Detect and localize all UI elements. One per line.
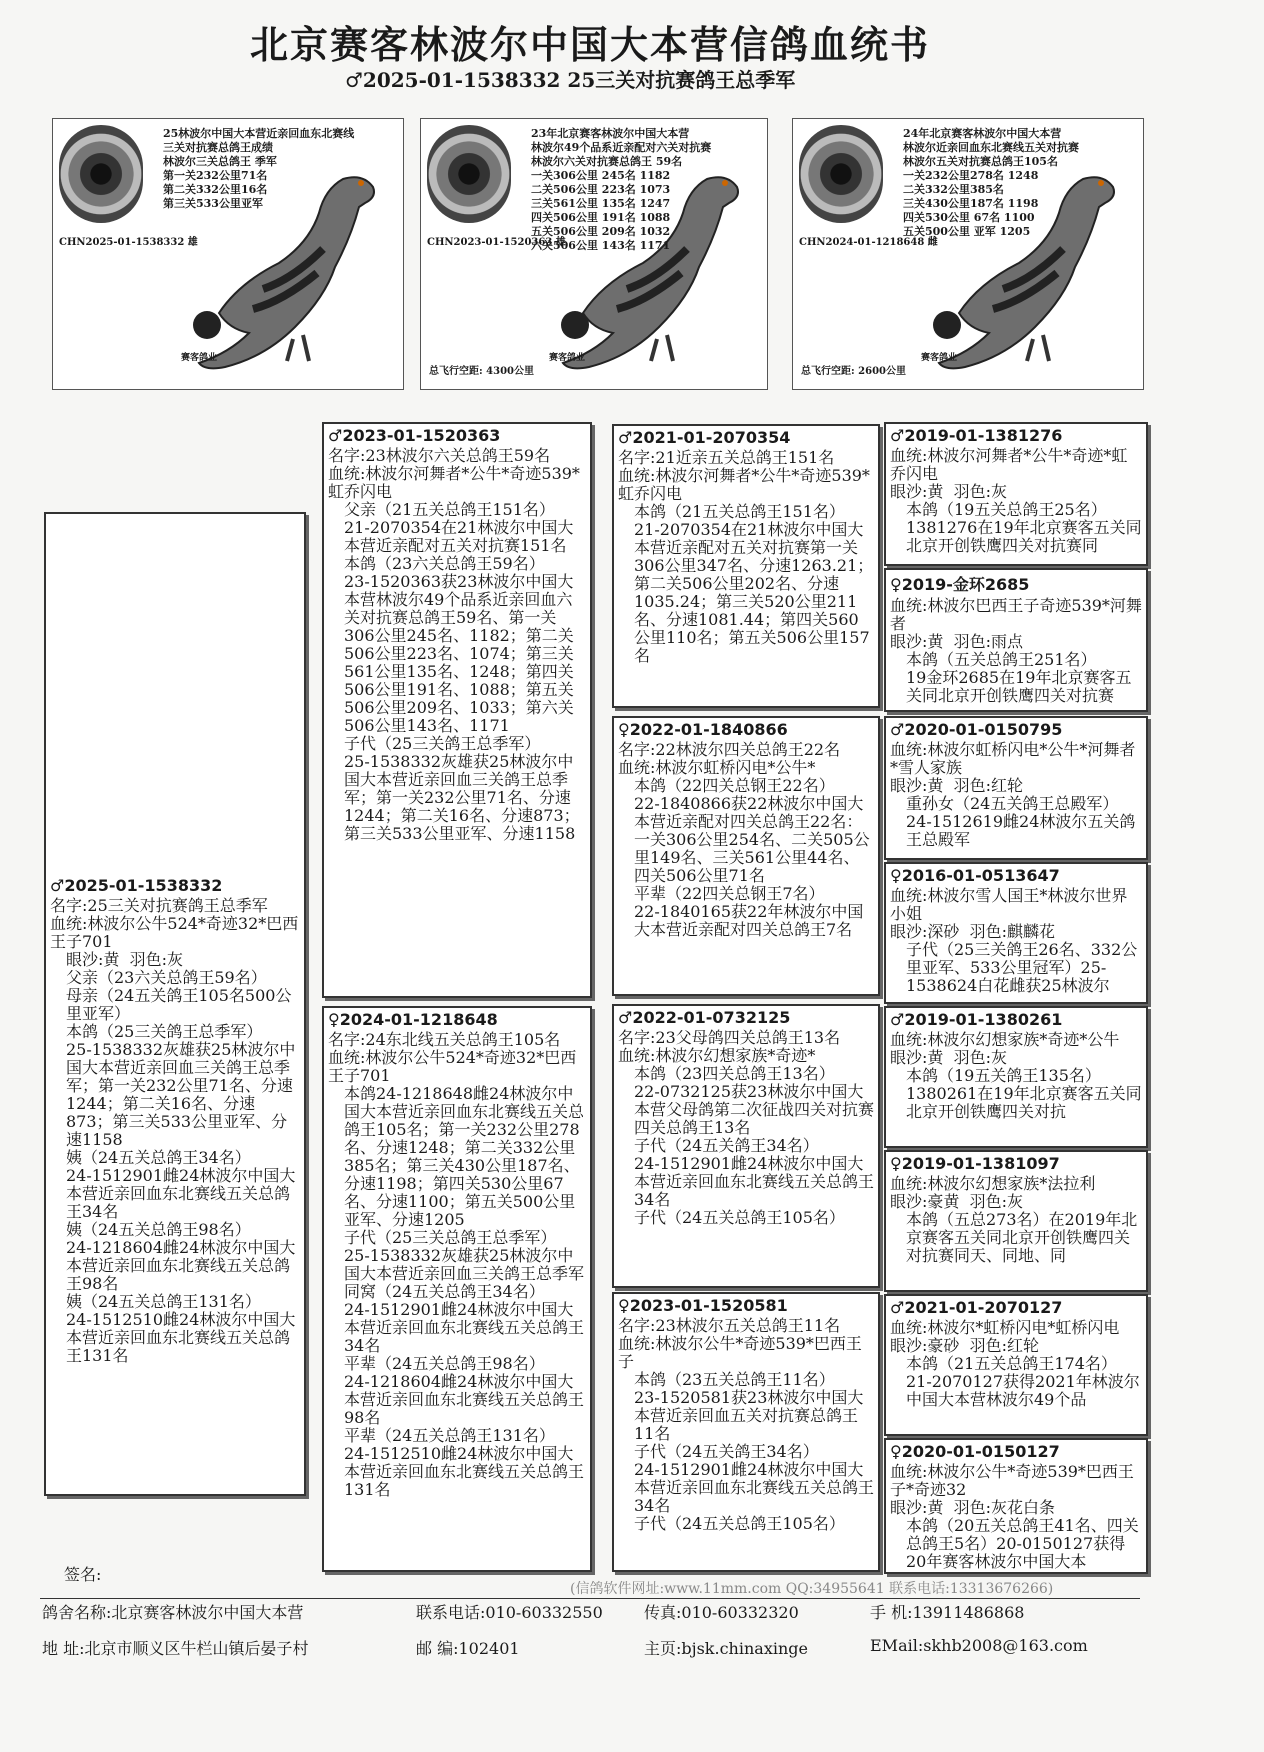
- photo-ring-number: CHN2023-01-1520363 雄: [427, 237, 566, 248]
- ring-number: ♂2020-01-0150795: [890, 720, 1063, 739]
- photo-caption-line: 三关对抗赛总鸽王成绩: [163, 141, 273, 154]
- pedigree-line: 眼沙:豪黄 羽色:灰: [890, 1192, 1023, 1211]
- homepage: 主页:bjsk.chinaxinge: [644, 1639, 808, 1658]
- pedigree-line: 眼沙:黄 羽色:灰: [890, 1048, 1007, 1067]
- pedigree-line: 子代（24五关总鸽王105名）: [634, 1208, 845, 1227]
- pedigree-line: 子代（25三关总鸽王总季军）: [344, 1228, 557, 1247]
- pedigree-line: 本鸽（21五关总鸽王174名）21-2070127获得2021年林波尔中国大本营林波尔49个品: [906, 1354, 1140, 1409]
- ancestor-box-6: [884, 1150, 1148, 1292]
- photo-caption-line: 三关561公里 135名 1247: [531, 197, 671, 210]
- pedigree-line: 姨（24五关总鸽王34名）: [66, 1148, 251, 1167]
- pedigree-line: 24-1512510雌24林波尔中国大本营近亲回血东北赛线五关总鸽王131名: [66, 1310, 296, 1365]
- photo-caption-line: 林波尔六关对抗赛总鸽王 59名: [531, 155, 683, 168]
- brand-logo-icon: [933, 311, 961, 339]
- photo-card-1: [52, 118, 404, 390]
- photo-caption-line: 四关506公里 191名 1088: [531, 211, 671, 224]
- pedigree-line: 本鸽（20五关总鸽王41名、四关总鸽王5名）20-0150127获得20年赛客林波尔中国大本: [906, 1516, 1139, 1571]
- grandsire-maternal-box: [612, 1004, 880, 1288]
- ring-number: ♀2023-01-1520581: [618, 1296, 788, 1315]
- pedigree-line: 眼沙:豪砂 羽色:红轮: [890, 1336, 1039, 1355]
- photo-caption-line: 一关306公里 245名 1182: [531, 169, 671, 182]
- pedigree-line: 子代（24五关鸽王34名）: [634, 1136, 819, 1155]
- pedigree-line: 眼沙:黄 羽色:灰: [890, 482, 1007, 501]
- pedigree-line: 25-1538332灰雄获25林波尔中国大本营近亲回血三关鸽王总季军；第一关232公里71名、分速1244；第二关16名、分速873；第三关533公里亚军、分速1158: [344, 752, 580, 843]
- photo-caption-line: 三关430公里187名 1198: [903, 197, 1039, 210]
- pedigree-line: 血统:林波尔公牛*奇迹539*巴西王子: [618, 1334, 862, 1371]
- pedigree-line: 名字:21近亲五关总鸽王151名: [618, 448, 835, 467]
- photo-caption-line: 林波尔近亲回血东北赛线五关对抗赛: [903, 141, 1079, 154]
- pedigree-line: 名字:22林波尔四关总鸽王22名: [618, 740, 841, 759]
- photo-caption-line: 林波尔五关对抗赛总鸽王105名: [903, 155, 1058, 168]
- ring-number: ♀2016-01-0513647: [890, 866, 1060, 885]
- pigeon-eye-photo: [59, 125, 143, 223]
- subtitle: ♂2025-01-1538332 25三关对抗赛鸽王总季军: [345, 68, 796, 92]
- pedigree-line: 同窝（24五关总鸽王34名）: [344, 1282, 545, 1301]
- ancestor-box-8: [884, 1438, 1148, 1574]
- ring-number: ♀2019-01-1381097: [890, 1154, 1060, 1173]
- brand-name: 赛客鸽业: [921, 353, 958, 363]
- photo-caption-line: 林波尔三关总鸽王 季军: [163, 155, 277, 168]
- photo-caption-line: 25林波尔中国大本营近亲回血东北赛线: [163, 127, 355, 140]
- ring-number: ♂2023-01-1520363: [328, 426, 501, 445]
- ancestor-box-1: [884, 422, 1148, 566]
- footer-divider: [40, 1598, 1140, 1599]
- pedigree-line: 本鸽（23五关总鸽王11名）: [634, 1370, 835, 1389]
- pedigree-line: 1381276在19年北京赛客五关同北京开创铁鹰四关对抗赛同: [906, 518, 1142, 555]
- pedigree-line: 血统:林波尔幻想家族*奇迹*公牛: [890, 1030, 1120, 1049]
- ring-number: ♀2022-01-1840866: [618, 720, 788, 739]
- photo-caption-line: 林波尔49个品系近亲配对六关对抗赛: [531, 141, 712, 154]
- pedigree-line: 眼沙:黄 羽色:灰: [66, 950, 183, 969]
- pedigree-line: 23-1520363获23林波尔中国大本营林波尔49个品系近亲回血六关对抗赛总鸽王59名、第一关306公里245名、1182；第二关506公里223名、1074；第三关561公里135名、1248；第四关506公里191名、1088；第五关506公里209名、1033；第六关506公里143名、1171: [344, 572, 574, 735]
- pedigree-line: 眼沙:黄 羽色:雨点: [890, 632, 1023, 651]
- ring-number: ♀2024-01-1218648: [328, 1010, 498, 1029]
- signature-label: 签名:: [64, 1565, 102, 1584]
- pedigree-line: 名字:25三关对抗赛鸽王总季军: [50, 896, 268, 915]
- pedigree-line: 本鸽（23四关总鸽王13名）: [634, 1064, 835, 1083]
- photo-card-2: [420, 118, 768, 390]
- photo-caption-line: 二关332公里385名: [903, 183, 1004, 196]
- pedigree-line: 平辈（24五关总鸽王98名）: [344, 1354, 545, 1373]
- pedigree-line: 血统:林波尔雪人国王*林波尔世界小姐: [890, 886, 1128, 923]
- brand-name: 赛客鸽业: [181, 353, 218, 363]
- pedigree-line: 24-1512901雌24林波尔中国大本营近亲回血东北赛线五关总鸽王34名: [66, 1166, 296, 1221]
- brand-name: 赛客鸽业: [549, 353, 586, 363]
- software-credit: (信鸽软件网址:www.11mm.com QQ:34955641 联系电话:13313676266): [570, 1581, 1054, 1597]
- ring-number: ♂2025-01-1538332: [50, 876, 223, 895]
- pedigree-line: 血统:林波尔公牛*奇迹539*巴西王子*奇迹32: [890, 1462, 1134, 1499]
- telephone: 联系电话:010-60332550: [416, 1603, 603, 1622]
- pedigree-line: 24-1218604雌24林波尔中国大本营近亲回血东北赛线五关总鸽王98名: [66, 1238, 296, 1293]
- pedigree-line: 25-1538332灰雄获25林波尔中国大本营近亲回血三关鸽王总季军；第一关232公里71名、分速1244；第二关16名、分速873；第三关533公里亚军、分速1158: [66, 1040, 296, 1149]
- photo-caption-line: 五关506公里 209名 1032: [531, 225, 671, 238]
- loft-name: 鸽舍名称:北京赛客林波尔中国大本营: [42, 1603, 304, 1622]
- ancestor-box-7: [884, 1294, 1148, 1436]
- brand-logo-icon: [561, 311, 589, 339]
- pedigree-line: 平辈（22四关总钢王7名）: [634, 884, 825, 903]
- pedigree-line: 血统:林波尔巴西王子奇迹539*河舞者: [890, 596, 1142, 633]
- pedigree-line: 22-0732125获23林波尔中国大本营父母鸽第二次征战四关对抗赛四关总鸽王13名: [634, 1082, 875, 1137]
- ancestor-box-5: [884, 1006, 1148, 1148]
- pedigree-line: 姨（24五关总鸽王98名）: [66, 1220, 251, 1239]
- pedigree-line: 21-2070354在21林波尔中国大本营近亲配对五关对抗赛151名: [344, 518, 574, 555]
- pedigree-line: 本鸽（22四关总钢王22名）: [634, 776, 835, 795]
- pedigree-line: 眼沙:黄 羽色:红轮: [890, 776, 1023, 795]
- ring-number: ♂2019-01-1380261: [890, 1010, 1063, 1029]
- pedigree-line: 名字:23林波尔五关总鸽王11名: [618, 1316, 841, 1335]
- pedigree-line: 22-1840866获22林波尔中国大本营近亲配对四关总鸽王22名：一关306公里254名、二关505公里149名、三关561公里44名、四关506公里71名: [634, 794, 870, 885]
- ring-number: ♀2020-01-0150127: [890, 1442, 1060, 1461]
- pedigree-line: 父亲（23六关总鸽王59名）: [66, 968, 267, 987]
- pedigree-line: 父亲（21五关总鸽王151名）: [344, 500, 555, 519]
- pigeon-eye-photo: [427, 125, 511, 223]
- pedigree-line: 姨（24五关总鸽王131名）: [66, 1292, 261, 1311]
- pedigree-line: 子代（25三关鸽王总季军）: [344, 734, 541, 753]
- pedigree-line: 眼沙:深砂 羽色:麒麟花: [890, 922, 1055, 941]
- sire-box: [322, 422, 592, 998]
- photo-caption: [163, 127, 354, 211]
- pedigree-line: 眼沙:黄 羽色:灰花白条: [890, 1498, 1055, 1517]
- pedigree-line: 子代（25三关鸽王26名、332公里亚军、533公里冠军）25-1538624白花雌获25林波尔: [906, 940, 1138, 995]
- pedigree-line: 本鸽（五总273名）在2019年北京赛客五关同北京开创铁鹰四关对抗赛同天、同地、同: [906, 1210, 1138, 1265]
- ring-number: ♂2022-01-0732125: [618, 1008, 791, 1027]
- pedigree-line: 名字:23父母鸽四关总鸽王13名: [618, 1028, 841, 1047]
- pigeon-eye-photo: [799, 125, 883, 223]
- pedigree-line: 19金环2685在19年北京赛客五关同北京开创铁鹰四关对抗赛: [906, 668, 1132, 705]
- pedigree-line: 24-1512510雌24林波尔中国大本营近亲回血东北赛线五关总鸽王131名: [344, 1444, 585, 1499]
- pedigree-line: 本鸽（19五关鸽王135名）1380261在19年北京赛客五关同北京开创铁鹰四关对抗: [906, 1066, 1142, 1121]
- photo-caption-line: 一关232公里278名 1248: [903, 169, 1039, 182]
- page-title: 北京赛客林波尔中国大本营信鸽血统书: [249, 23, 930, 67]
- photo-caption-line: 第二关332公里16名: [163, 183, 268, 196]
- pedigree-line: 子代（24五关鸽王34名）: [634, 1442, 819, 1461]
- email: EMail:skhb2008@163.com: [870, 1636, 1088, 1655]
- pedigree-line: 21-2070354在21林波尔中国大本营近亲配对五关对抗赛第一关306公里347名、分速1263.21；第二关506公里202名、分速1035.24；第三关520公里211名、分速1081.44；第四关560公里110名；第五关506公里157名: [634, 520, 874, 665]
- pedigree-line: 血统:林波尔幻想家族*奇迹*: [618, 1046, 816, 1065]
- address: 地 址:北京市顺义区牛栏山镇后晏子村: [42, 1639, 309, 1658]
- pedigree-line: 母亲（24五关鸽王105名500公里亚军）: [66, 986, 292, 1023]
- ancestor-box-4: [884, 862, 1148, 1004]
- pedigree-line: 血统:林波尔公牛524*奇迹32*巴西王子701: [328, 1048, 577, 1085]
- pedigree-line: 重孙女（24五关鸽王总殿军）24-1512619雌24林波尔五关鸽王总殿军: [906, 794, 1136, 849]
- pedigree-line: 血统:林波尔河舞者*公牛*奇迹539*虹乔闪电: [328, 464, 580, 501]
- pedigree-line: 血统:林波尔河舞者*公牛*奇迹*虹乔闪电: [890, 446, 1128, 483]
- ancestor-box-3: [884, 716, 1148, 860]
- pedigree-line: 子代（24五关总鸽王105名）: [634, 1514, 845, 1533]
- photo-caption-line: 24年北京赛客林波尔中国大本营: [903, 127, 1062, 140]
- postcode: 邮 编:102401: [416, 1639, 520, 1658]
- pedigree-line: 本鸽（23六关总鸽王59名）: [344, 554, 545, 573]
- photo-caption-line: 第三关533公里亚军: [163, 197, 263, 210]
- pedigree-line: 血统:林波尔虹桥闪电*公牛*河舞者*雪人家族: [890, 740, 1136, 777]
- ring-number: ♂2021-01-2070354: [618, 428, 791, 447]
- pedigree-line: 名字:23林波尔六关总鸽王59名: [328, 446, 551, 465]
- photo-caption: [903, 127, 1079, 239]
- ring-number: ♂2019-01-1381276: [890, 426, 1063, 445]
- pedigree-line: 24-1512901雌24林波尔中国大本营近亲回血东北赛线五关总鸽王34名: [634, 1460, 875, 1515]
- fax: 传真:010-60332320: [644, 1603, 799, 1622]
- pedigree-line: 本鸽（19五关总鸽王25名）: [906, 500, 1107, 519]
- main-pigeon-box: [44, 512, 306, 1496]
- total-distance: 总飞行空距: 2600公里: [801, 366, 907, 377]
- photo-caption-line: 四关530公里 67名 1100: [903, 211, 1035, 224]
- pedigree-line: 血统:林波尔河舞者*公牛*奇迹539*虹乔闪电: [618, 466, 870, 503]
- pedigree-line: 本鸽（五关总鸽王251名）: [906, 650, 1097, 669]
- ring-number: ♀2019-金环2685: [890, 575, 1030, 594]
- photo-caption-line: 第一关232公里71名: [163, 169, 268, 182]
- photo-ring-number: CHN2024-01-1218648 雌: [799, 237, 938, 248]
- pedigree-line: 24-1512901雌24林波尔中国大本营近亲回血东北赛线五关总鸽王34名: [344, 1300, 585, 1355]
- photo-caption-line: 六关506公里 143名 1171: [531, 239, 671, 252]
- photo-caption-line: 五关500公里 亚军 1205: [903, 225, 1031, 238]
- ring-number: ♂2021-01-2070127: [890, 1298, 1063, 1317]
- pedigree-line: 血统:林波尔虹桥闪电*公牛*: [618, 758, 816, 777]
- total-distance: 总飞行空距: 4300公里: [429, 366, 535, 377]
- dam-box: [322, 1006, 592, 1572]
- photo-ring-number: CHN2025-01-1538332 雄: [59, 237, 198, 248]
- photo-caption-line: 二关506公里 223名 1073: [531, 183, 671, 196]
- brand-logo-icon: [193, 311, 221, 339]
- granddam-maternal-box: [612, 1292, 880, 1572]
- ancestor-box-2: [884, 568, 1148, 712]
- pedigree-line: 22-1840165获22年林波尔中国大本营近亲配对四关总鸽王7名: [634, 902, 864, 939]
- pedigree-line: 25-1538332灰雄获25林波尔中国大本营近亲回血三关鸽王总季军: [344, 1246, 585, 1283]
- pedigree-line: 本鸽（21五关总鸽王151名）: [634, 502, 845, 521]
- grandsire-paternal-box: [612, 424, 880, 708]
- pedigree-line: 血统:林波尔*虹桥闪电*虹桥闪电: [890, 1318, 1120, 1337]
- pedigree-line: 名字:24东北线五关总鸽王105名: [328, 1030, 561, 1049]
- photo-card-3: [792, 118, 1144, 390]
- pedigree-line: 24-1512901雌24林波尔中国大本营近亲回血东北赛线五关总鸽王34名: [634, 1154, 875, 1209]
- pedigree-line: 血统:林波尔幻想家族*法拉利: [890, 1174, 1096, 1193]
- pedigree-line: 23-1520581获23林波尔中国大本营近亲回血五关对抗赛总鸽王11名: [634, 1388, 864, 1443]
- pedigree-line: 本鸽24-1218648雌24林波尔中国大本营近亲回血东北赛线五关总鸽王105名；第一关232公里278名、分速1248；第二关332公里385名；第三关430公里187名、分速1198；第四关530公里67名、分速1100；第五关500公里亚军、分速1205: [344, 1084, 585, 1229]
- pedigree-line: 本鸽（25三关鸽王总季军）: [66, 1022, 263, 1041]
- granddam-paternal-box: [612, 716, 880, 996]
- pedigree-line: 平辈（24五关总鸽王131名）: [344, 1426, 555, 1445]
- mobile: 手 机:13911486868: [870, 1603, 1025, 1622]
- pedigree-line: 24-1218604雌24林波尔中国大本营近亲回血东北赛线五关总鸽王98名: [344, 1372, 585, 1427]
- pedigree-line: 血统:林波尔公牛524*奇迹32*巴西王子701: [50, 914, 299, 951]
- photo-caption-line: 23年北京赛客林波尔中国大本营: [531, 127, 690, 140]
